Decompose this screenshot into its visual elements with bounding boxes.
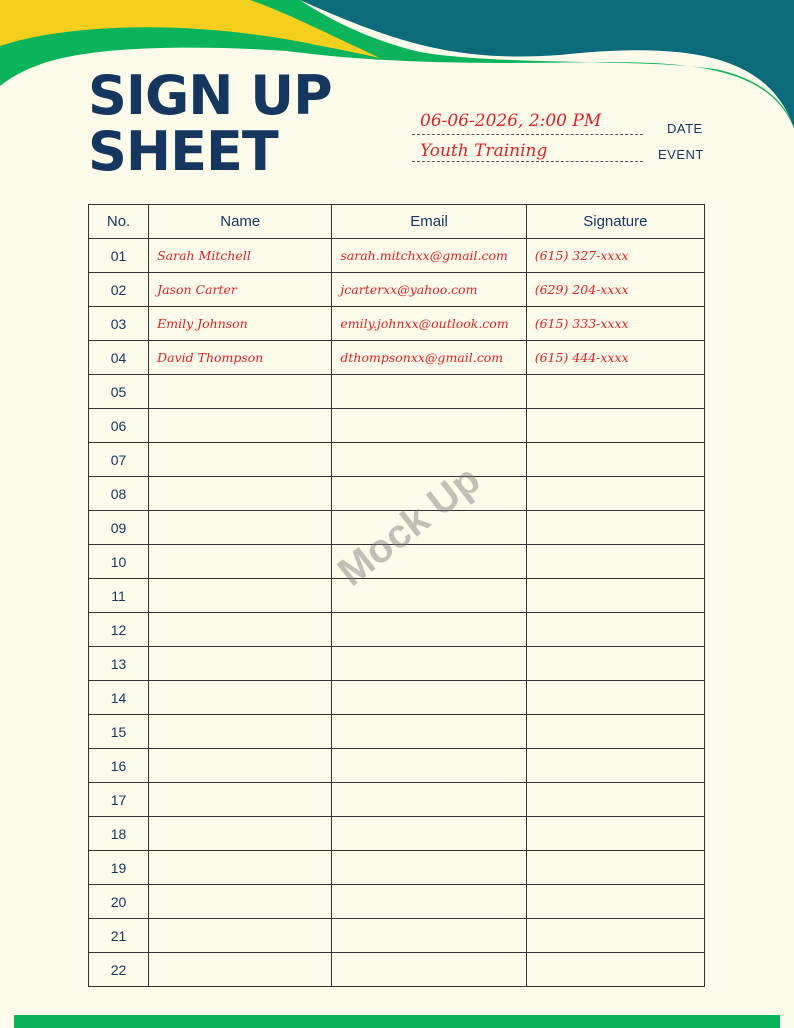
table-row (89, 919, 705, 953)
signature-cell (526, 613, 704, 647)
table-row (89, 783, 705, 817)
table-row (89, 715, 705, 749)
row-number: 14 (89, 681, 149, 715)
signature-cell (526, 511, 704, 545)
table-header-row (89, 205, 705, 239)
table-row (89, 273, 705, 307)
row-number: 05 (89, 375, 149, 409)
email-cell (332, 613, 526, 647)
header-no: No. (89, 205, 149, 239)
signature-cell (526, 579, 704, 613)
row-number: 11 (89, 579, 149, 613)
email-cell (332, 681, 526, 715)
signature-cell (526, 885, 704, 919)
table-row (89, 341, 705, 375)
row-number: 18 (89, 817, 149, 851)
table-row (89, 307, 705, 341)
name-cell (149, 477, 332, 511)
table-row (89, 851, 705, 885)
name-cell (149, 375, 332, 409)
email-cell: sarah.mitchxx@gmail.com (332, 239, 526, 273)
table-row (89, 579, 705, 613)
signature-cell (526, 545, 704, 579)
date-value: 06-06-2026, 2:00 PM (420, 111, 602, 131)
name-cell (149, 409, 332, 443)
row-number: 08 (89, 477, 149, 511)
signature-cell (526, 681, 704, 715)
row-number: 09 (89, 511, 149, 545)
mock-up-watermark: Mock Up (330, 457, 489, 595)
name-cell (149, 953, 332, 987)
name-cell (149, 919, 332, 953)
name-cell (149, 817, 332, 851)
signature-cell (526, 749, 704, 783)
bottom-green-bar (14, 1015, 780, 1028)
row-number: 06 (89, 409, 149, 443)
name-cell (149, 511, 332, 545)
header-signature: Signature (526, 205, 704, 239)
email-cell (332, 885, 526, 919)
email-cell (332, 919, 526, 953)
table-body (89, 239, 705, 987)
table-row (89, 817, 705, 851)
signature-cell (526, 783, 704, 817)
table-row (89, 613, 705, 647)
name-cell (149, 681, 332, 715)
table-row (89, 477, 705, 511)
table-row (89, 443, 705, 477)
row-number: 03 (89, 307, 149, 341)
email-cell (332, 409, 526, 443)
email-cell (332, 783, 526, 817)
name-cell (149, 885, 332, 919)
name-cell: David Thompson (149, 341, 332, 375)
signature-cell (526, 409, 704, 443)
row-number: 07 (89, 443, 149, 477)
row-number: 21 (89, 919, 149, 953)
row-number: 19 (89, 851, 149, 885)
event-underline (412, 161, 643, 162)
row-number: 15 (89, 715, 149, 749)
name-cell: Sarah Mitchell (149, 239, 332, 273)
signature-cell (526, 851, 704, 885)
name-cell (149, 749, 332, 783)
signature-cell: (629) 204-xxxx (526, 273, 704, 307)
row-number: 17 (89, 783, 149, 817)
name-cell: Jason Carter (149, 273, 332, 307)
signature-cell (526, 715, 704, 749)
table-row (89, 647, 705, 681)
name-cell (149, 613, 332, 647)
name-cell (149, 443, 332, 477)
signature-cell (526, 443, 704, 477)
row-number: 16 (89, 749, 149, 783)
signature-cell: (615) 327-xxxx (526, 239, 704, 273)
signature-cell (526, 647, 704, 681)
email-cell (332, 647, 526, 681)
title-line-2: SHEET (88, 120, 278, 183)
table-row (89, 239, 705, 273)
email-cell (332, 851, 526, 885)
email-cell (332, 375, 526, 409)
row-number: 22 (89, 953, 149, 987)
name-cell (149, 647, 332, 681)
table-row (89, 885, 705, 919)
row-number: 04 (89, 341, 149, 375)
table-row (89, 681, 705, 715)
row-number: 02 (89, 273, 149, 307)
email-cell: dthompsonxx@gmail.com (332, 341, 526, 375)
row-number: 20 (89, 885, 149, 919)
email-cell (332, 443, 526, 477)
table-row (89, 749, 705, 783)
signature-cell (526, 919, 704, 953)
name-cell (149, 715, 332, 749)
header-email: Email (332, 205, 526, 239)
row-number: 10 (89, 545, 149, 579)
email-cell: emily.johnxx@outlook.com (332, 307, 526, 341)
email-cell (332, 749, 526, 783)
name-cell (149, 545, 332, 579)
row-number: 12 (89, 613, 149, 647)
row-number: 13 (89, 647, 149, 681)
signup-table (88, 204, 705, 987)
table-row (89, 375, 705, 409)
signature-cell (526, 817, 704, 851)
event-value: Youth Training (420, 141, 548, 161)
email-cell (332, 953, 526, 987)
header-name: Name (149, 205, 332, 239)
signature-cell (526, 375, 704, 409)
row-number: 01 (89, 239, 149, 273)
table-row (89, 409, 705, 443)
name-cell: Emily Johnson (149, 307, 332, 341)
title-line-1: SIGN UP (88, 64, 332, 127)
table-row (89, 953, 705, 987)
signature-cell (526, 953, 704, 987)
signature-cell: (615) 444-xxxx (526, 341, 704, 375)
email-cell: jcarterxx@yahoo.com (332, 273, 526, 307)
signature-cell (526, 477, 704, 511)
date-underline (412, 134, 643, 135)
signature-cell: (615) 333-xxxx (526, 307, 704, 341)
email-cell (332, 715, 526, 749)
email-cell (332, 817, 526, 851)
date-label: DATE (667, 121, 703, 136)
event-label: EVENT (658, 147, 704, 162)
name-cell (149, 783, 332, 817)
name-cell (149, 851, 332, 885)
name-cell (149, 579, 332, 613)
